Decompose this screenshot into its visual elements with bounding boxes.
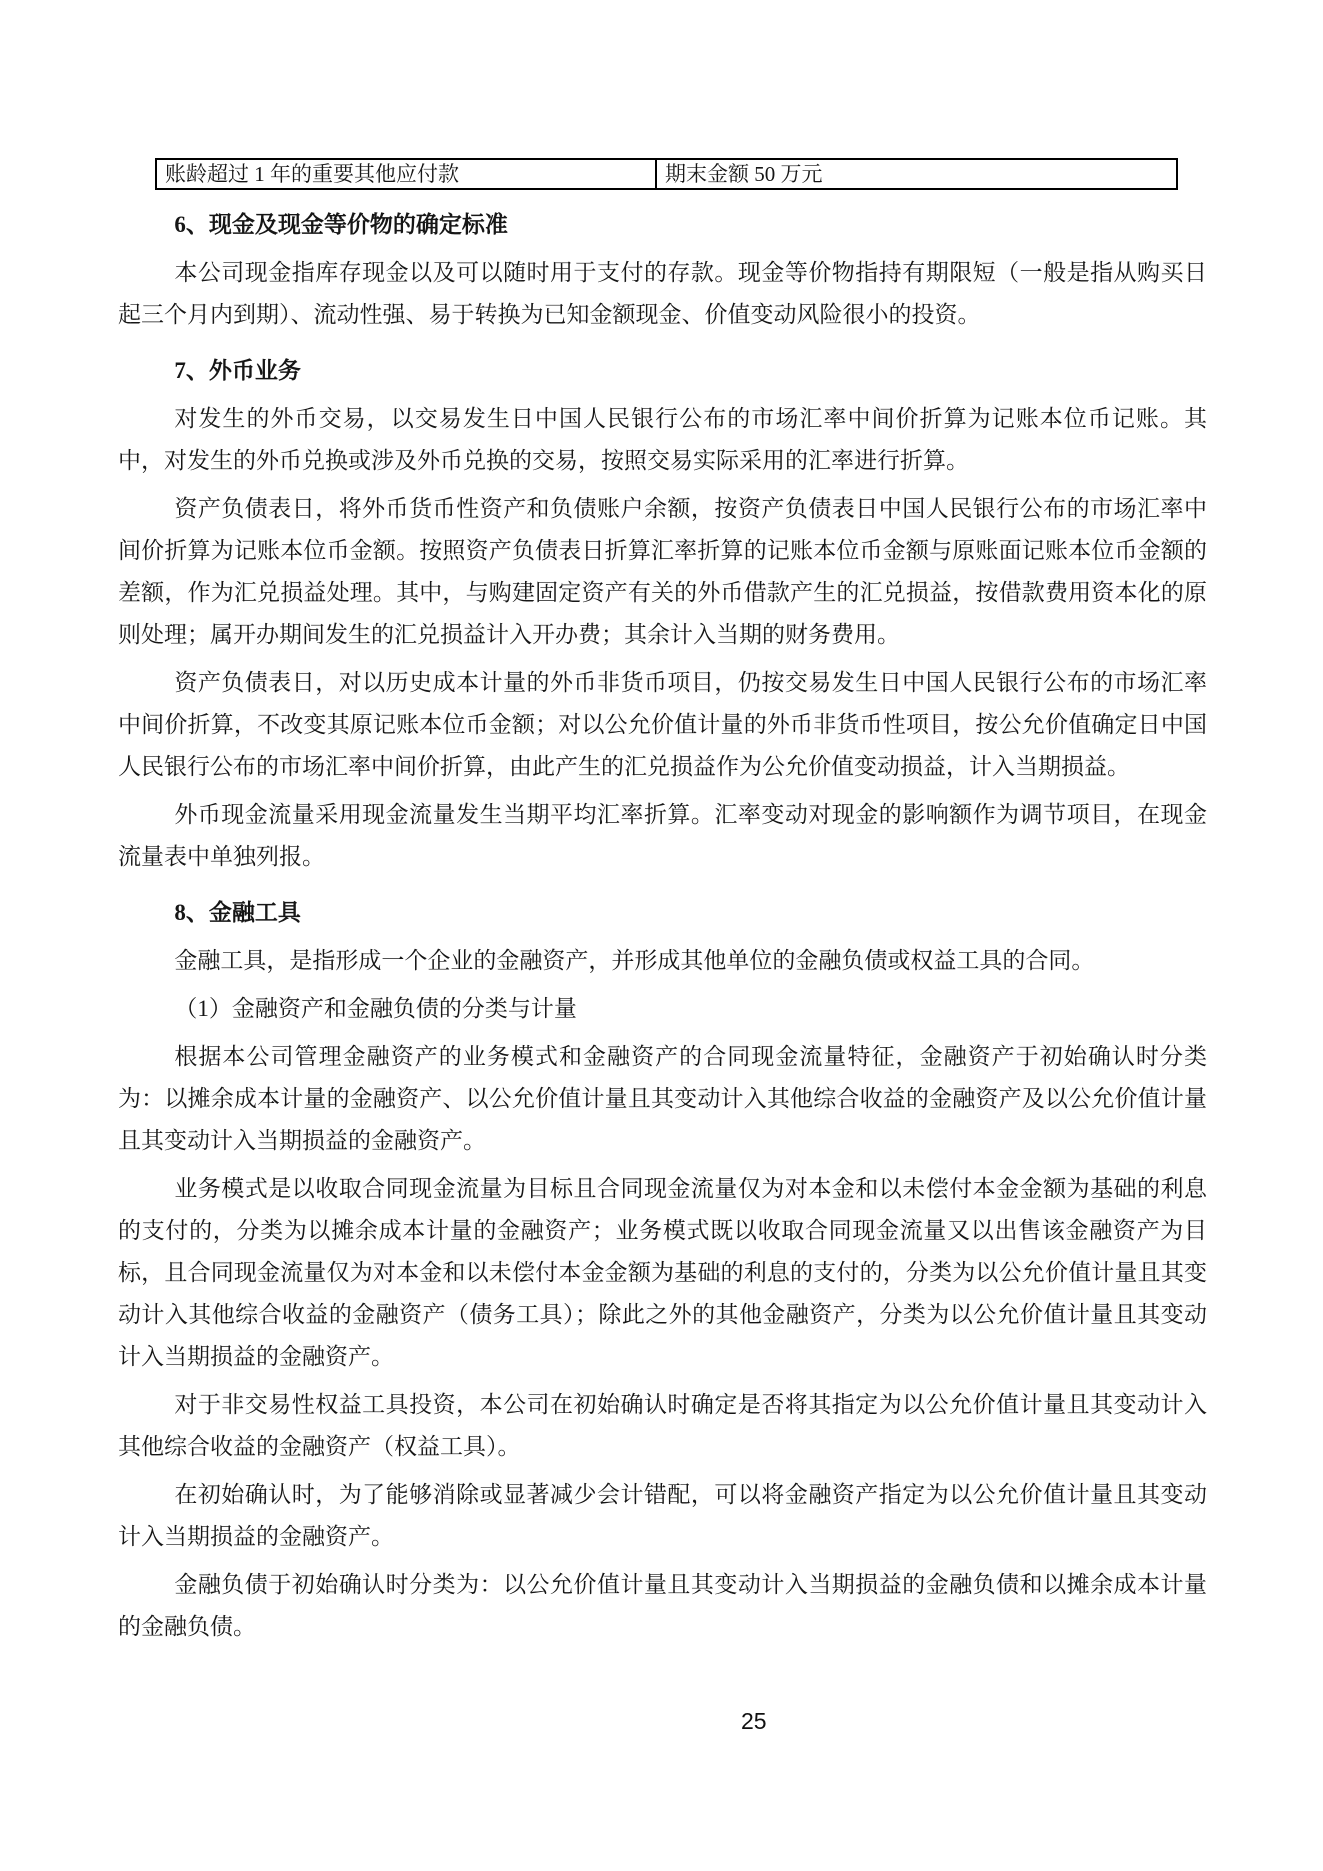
paragraph: 金融负债于初始确认时分类为：以公允价值计量且其变动计入当期损益的金融负债和以摊余成本计量的金融负债。 [118,1572,1207,1639]
paragraph: 业务模式是以收取合同现金流量为目标且合同现金流量仅为对本金和以未偿付本金金额为基础的利息的支付的，分类为以摊余成本计量的金融资产；业务模式既以收取合同现金流量又以出售该金融资产为目标，且合同现金流量仅为对本金和以未偿付本金金额为基础的利息的支付的，分类为以公允价值计量且其变动计入其他综合收益的金融资产（债务工具）；除此之外的其他金融资产，分类为以公允价值计量且其变动计入当期损益的金融资产。 [118,1176,1207,1369]
paragraph: 对于非交易性权益工具投资，本公司在初始确认时确定是否将其指定为以公允价值计量且其变动计入其他综合收益的金融资产（权益工具）。 [118,1392,1207,1459]
other-payables-table [155,158,1178,190]
table-cell-value: 期末金额 50 万元 [656,159,1177,189]
paragraph: 外币现金流量采用现金流量发生当期平均汇率折算。汇率变动对现金的影响额作为调节项目，在现金流量表中单独列报。 [118,802,1207,869]
table-cell-label: 账龄超过 1 年的重要其他应付款 [156,159,656,189]
paragraph: 本公司现金指库存现金以及可以随时用于支付的存款。现金等价物指持有期限短（一般是指从购买日起三个月内到期）、流动性强、易于转换为已知金额现金、价值变动风险很小的投资。 [118,260,1207,327]
section-heading-7: 7、外币业务 [174,358,301,383]
paragraph: 金融工具，是指形成一个企业的金融资产，并形成其他单位的金融负债或权益工具的合同。 [174,948,1095,973]
table-row [156,159,1177,189]
page-number: 25 [741,1708,767,1734]
section-heading-8: 8、金融工具 [174,900,301,925]
paragraph: 对发生的外币交易，以交易发生日中国人民银行公布的市场汇率中间价折算为记账本位币记账。其中，对发生的外币兑换或涉及外币兑换的交易，按照交易实际采用的汇率进行折算。 [118,406,1207,473]
paragraph: 根据本公司管理金融资产的业务模式和金融资产的合同现金流量特征，金融资产于初始确认时分类为：以摊余成本计量的金融资产、以公允价值计量且其变动计入其他综合收益的金融资产及以公允价值计量且其变动计入当期损益的金融资产。 [118,1044,1207,1153]
sub-item-heading: （1）金融资产和金融负债的分类与计量 [174,996,577,1021]
document-body [118,158,1207,1648]
paragraph: 资产负债表日，对以历史成本计量的外币非货币项目，仍按交易发生日中国人民银行公布的市场汇率中间价折算，不改变其原记账本位币金额；对以公允价值计量的外币非货币性项目，按公允价值确定日中国人民银行公布的市场汇率中间价折算，由此产生的汇兑损益作为公允价值变动损益，计入当期损益。 [118,670,1207,779]
paragraph: 资产负债表日，将外币货币性资产和负债账户余额，按资产负债表日中国人民银行公布的市场汇率中间价折算为记账本位币金额。按照资产负债表日折算汇率折算的记账本位币金额与原账面记账本位币金额的差额，作为汇兑损益处理。其中，与购建固定资产有关的外币借款产生的汇兑损益，按借款费用资本化的原则处理；属开办期间发生的汇兑损益计入开办费；其余计入当期的财务费用。 [118,496,1207,647]
paragraph: 在初始确认时，为了能够消除或显著减少会计错配，可以将金融资产指定为以公允价值计量且其变动计入当期损益的金融资产。 [118,1482,1207,1549]
section-heading-6: 6、现金及现金等价物的确定标准 [174,212,508,237]
